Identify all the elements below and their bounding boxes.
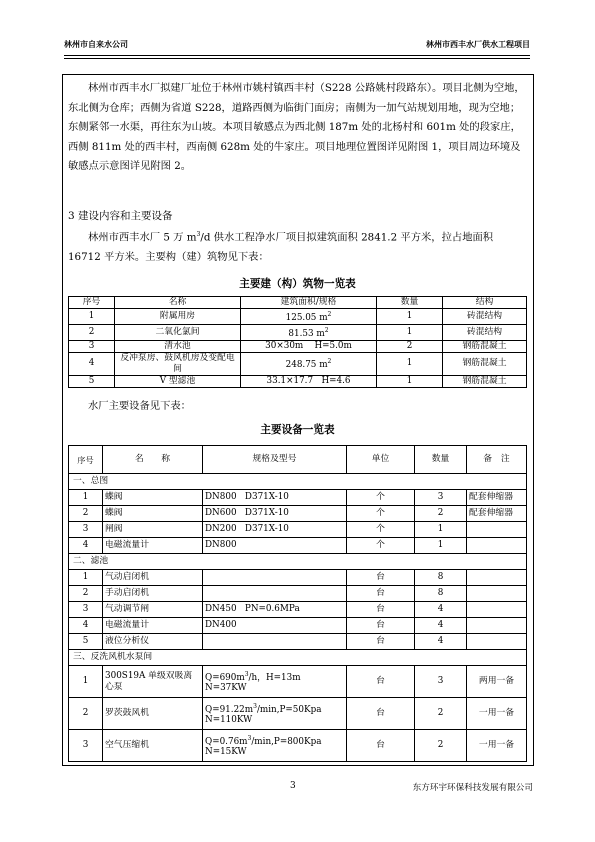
cell-name: 清水池 [115,340,241,352]
cell-spec: $Q=0.76m^3/\min,P=800Kpa$ N=15KW [203,730,347,762]
cell-spec: 30×30m H=5.0m [241,340,377,352]
cell-name: 闸阀 [103,522,203,538]
cell-no: 1 [69,309,115,325]
table1-title: 主要建（构）筑物一览表 [239,278,356,290]
table2-title: 主要设备一览表 [260,424,335,436]
cell-name: 罗茨鼓风机 [103,698,203,730]
cell-no: 3 [69,730,103,762]
section-label: 一、总图 [69,474,527,490]
cell-spec: 125.05 $m^2$ [241,309,377,325]
equipment-intro: 水厂主要设备见下表： [88,400,191,412]
section-label: 二、滤池 [69,554,527,570]
header-rule-thin [64,58,530,59]
cell-name: 电磁流量计 [103,618,203,634]
header-cell: 建筑面积/规格 [241,297,377,309]
table-header-row [69,297,527,309]
cell-unit: 个 [347,506,415,522]
cell-spec [203,634,347,650]
cell-spec: DN450 PN=0.6MPa [203,602,347,618]
cell-unit: 台 [347,634,415,650]
cell-name: 蝶阀 [103,506,203,522]
cell-spec: $Q=91.22m^3/\min,P=50Kpa$ N=110KW [203,698,347,730]
cell-qty: 3 [415,666,467,698]
footer-company: 东方环宇环保科技发展有限公司 [412,783,533,793]
cell-note: 配套伸缩器 [467,506,527,522]
cell-qty: 8 [415,570,467,586]
cell-name: 液位分析仪 [103,634,203,650]
cell-no: 2 [69,586,103,602]
page-number: 3 [290,781,296,791]
cell-no: 3 [69,522,103,538]
table-row [69,522,527,538]
cell-spec: DN400 [203,618,347,634]
header-left: 林州市自来水公司 [64,39,128,49]
table-row [69,506,527,522]
cell-unit: 台 [347,730,415,762]
cell-note [467,570,527,586]
cell-note [467,586,527,602]
cell-note [467,618,527,634]
cell-qty: 1 [415,522,467,538]
cell-no: 1 [69,490,103,506]
cell-no: 4 [69,352,115,375]
table-row [69,618,527,634]
cell-struct: 砖混结构 [443,324,527,340]
table-row [69,570,527,586]
cell-name: 空气压缩机 [103,730,203,762]
cell-struct: 钢筋混凝土 [443,340,527,352]
cell-unit: 台 [347,602,415,618]
header-cell-no: 序号 [69,446,103,474]
table-row [69,375,527,387]
cell-name: 300S19A 单级双吸离心泵 [103,666,203,698]
section-label: 三、反洗风机水泵间 [69,650,527,666]
cell-qty: 1 [377,352,443,375]
cell-spec: DN800 D371X-10 [203,490,347,506]
cell-note: 一用一备 [467,730,527,762]
cell-struct: 钢筋混凝土 [443,352,527,375]
cell-note [467,522,527,538]
cell-spec: 81.53 $m^2$ [241,324,377,340]
header-cell: 单位 [347,446,415,474]
cell-name: 电磁流量计 [103,538,203,554]
cell-qty: 1 [415,538,467,554]
cell-name: 气动启闭机 [103,570,203,586]
cell-spec: DN800 [203,538,347,554]
header-cell: 备 注 [467,446,527,474]
cell-spec: 33.1×17.7 H=4.6 [241,375,377,387]
location-paragraph [68,79,526,177]
cell-unit: 台 [347,618,415,634]
cell-name: 反冲泵房、鼓风机房及变配电间 [115,352,241,375]
equipment-table [68,445,527,762]
construction-text: 林州市西丰水厂 5 万 $m^3/d$ 供水工程净水厂项目拟建筑面积 2841.2 平方米，拉占地面积 16712 平方米。主要构（建）筑物见下表： [68,231,494,264]
cell-qty: 4 [415,634,467,650]
section-row [69,554,527,570]
cell-qty: 1 [377,324,443,340]
table-row [69,586,527,602]
cell-name: 蝶阀 [103,490,203,506]
header-right: 林州市西丰水厂供水工程项目 [426,39,530,49]
header-cell: 名 称 [103,446,203,474]
location-text: 林州市西丰水厂拟建厂址位于林州市姚村镇西丰村（S228 公路姚村段路东）。项目北侧为空地，东北侧为仓库；西侧为省道 S228，道路西侧为临街门面房；南侧为一加气站规划用地，现为空地；东侧紧邻一水渠，再往东为山坡。本项目敏感点为西北侧 187m 处的北杨村和 601m 处的段家庄，西侧 811m 处的西丰村，西南侧 628m 处的牛家庄。项目地理位置图详见附图 1，项目周边环境及敏感点示意图详见附图 2。 [68,82,525,173]
header-cell: 数量 [415,446,467,474]
cell-no: 4 [69,538,103,554]
equipment-intro-paragraph [68,397,526,415]
cell-name: 二氧化氯间 [115,324,241,340]
buildings-table [68,296,527,388]
cell-unit: 台 [347,666,415,698]
cell-note [467,634,527,650]
cell-no: 1 [69,666,103,698]
page-header [64,39,530,55]
cell-qty: 8 [415,586,467,602]
cell-struct: 钢筋混凝土 [443,375,527,387]
header-cell: 结构 [443,297,527,309]
table-row [69,602,527,618]
cell-no: 1 [69,570,103,586]
table-row [69,309,527,325]
cell-struct: 砖混结构 [443,309,527,325]
cell-qty: 2 [415,698,467,730]
section-heading: 3 建设内容和主要设备 [68,210,173,222]
cell-no: 2 [69,698,103,730]
table-row [69,340,527,352]
cell-name: 气动调节闸 [103,602,203,618]
table-row [69,324,527,340]
table-row [69,698,527,730]
cell-qty: 4 [415,618,467,634]
cell-name: 手动启闭机 [103,586,203,602]
table-row [69,538,527,554]
cell-qty: 3 [415,490,467,506]
cell-note [467,602,527,618]
cell-spec: DN600 D371X-10 [203,506,347,522]
table-row [69,730,527,762]
cell-no: 3 [69,340,115,352]
cell-no: 3 [69,602,103,618]
cell-qty: 2 [377,340,443,352]
cell-no: 4 [69,618,103,634]
cell-spec: $Q=690m^3/h$，H=13m N=37KW [203,666,347,698]
cell-qty: 2 [415,506,467,522]
cell-no: 5 [69,634,103,650]
header-cell: 名称 [115,297,241,309]
cell-note: 配套伸缩器 [467,490,527,506]
cell-unit: 台 [347,698,415,730]
cell-name: 附属用房 [115,309,241,325]
table-row [69,666,527,698]
table-row [69,490,527,506]
cell-unit: 个 [347,490,415,506]
cell-name: V 型滤池 [115,375,241,387]
cell-qty: 1 [377,375,443,387]
cell-unit: 台 [347,570,415,586]
table-row [69,352,527,375]
construction-paragraph [68,225,526,268]
cell-unit: 台 [347,586,415,602]
table-row [69,634,527,650]
table-header-row [69,446,527,474]
cell-qty: 4 [415,602,467,618]
header-cell: 序号 [69,297,115,309]
header-cell: 数量 [377,297,443,309]
section-row [69,650,527,666]
cell-note: 一用一备 [467,698,527,730]
cell-note: 两用一备 [467,666,527,698]
cell-no: 2 [69,324,115,340]
cell-no: 5 [69,375,115,387]
cell-no: 2 [69,506,103,522]
cell-spec [203,586,347,602]
cell-qty: 1 [377,309,443,325]
cell-qty: 2 [415,730,467,762]
cell-spec: 248.75 $m^2$ [241,352,377,375]
cell-unit: 个 [347,522,415,538]
cell-note [467,538,527,554]
cell-spec [203,570,347,586]
header-rule [64,55,530,56]
cell-spec: DN200 D371X-10 [203,522,347,538]
header-cell: 规格及型号 [203,446,347,474]
section-row [69,474,527,490]
cell-unit: 个 [347,538,415,554]
